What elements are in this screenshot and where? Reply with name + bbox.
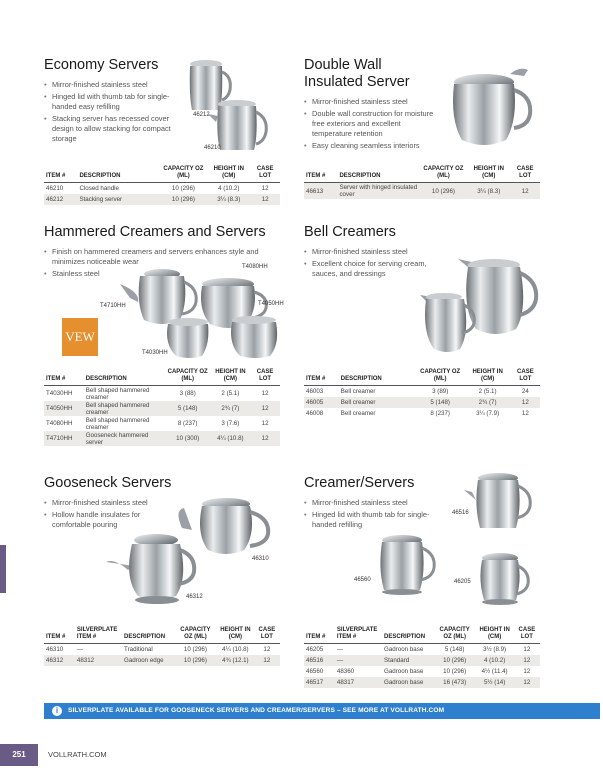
table-row — [304, 677, 540, 688]
table-row — [304, 655, 540, 666]
product-label: T4030HH — [142, 350, 168, 356]
table-cell: 3¼ (8.3) — [207, 194, 250, 205]
feature-item: • Hinged lid with thumb tab for single-handed refilling — [304, 510, 434, 530]
table-row — [44, 644, 280, 656]
column-header: HEIGHT IN (CM) — [465, 367, 511, 386]
column-header: HEIGHT IN (CM) — [217, 625, 254, 644]
table-cell: 5 (148) — [165, 401, 211, 416]
title-line: Insulated Server — [304, 74, 410, 90]
column-header: CASE LOT — [250, 367, 280, 386]
table-cell: 48360 — [336, 668, 355, 675]
feature-item: • Stacking server has recessed cover design to allow stacking for compact storage — [44, 114, 184, 144]
product-label: T4050HH — [258, 301, 284, 307]
economy-servers-image — [182, 56, 277, 156]
creamer-servers-image — [364, 470, 544, 612]
bell-creamers-image — [418, 255, 543, 360]
product-label: T4080HH — [242, 264, 268, 270]
table-cell: 12 — [514, 655, 540, 666]
table-row — [44, 431, 280, 446]
table-cell: Gadroon edge — [122, 655, 174, 666]
double-wall-server-image — [440, 60, 540, 155]
column-header: CAPACITY OZ (ML) — [165, 367, 211, 386]
section-title: Economy Servers — [44, 57, 159, 73]
feature-list — [304, 247, 428, 279]
table-cell: Closed handle — [79, 185, 119, 192]
table-cell: 3 (7.6) — [221, 420, 240, 427]
table-cell: Bell shaped hammered creamer — [85, 386, 150, 401]
table-row — [304, 644, 540, 656]
table-cell: 5 (148) — [444, 646, 465, 653]
table-cell: 10 (296) — [183, 646, 207, 653]
table-cell: 5½ (14) — [475, 677, 513, 688]
table-cell: 46210 — [46, 185, 64, 192]
table-cell: Bell creamer — [340, 388, 376, 395]
feature-item: • Hinged lid with thumb tab for single-handed easy refilling — [44, 92, 184, 112]
column-header: SILVERPLATE ITEM # — [335, 625, 382, 644]
table-cell: 46312 — [44, 655, 75, 666]
title-line: Double Wall — [304, 57, 382, 73]
table-row — [44, 386, 280, 402]
table-cell: 46003 — [306, 388, 324, 395]
table-cell: 10 (300) — [165, 431, 211, 446]
table-cell: 46205 — [306, 646, 324, 653]
table-cell: 12 — [250, 194, 280, 205]
column-header: DESCRIPTION — [122, 625, 174, 644]
economy-section — [44, 57, 184, 146]
banner-text: SILVERPLATE AVAILABLE FOR GOOSENECK SERVERS AND CREAMER/SERVERS – SEE MORE AT VOLLRATH.COM — [68, 707, 445, 714]
column-header: CAPACITY OZ (ML) — [160, 164, 207, 183]
product-label: 46210 — [204, 145, 221, 151]
table-row — [44, 183, 280, 195]
table-cell: 3 (88) — [179, 390, 196, 397]
column-header: HEIGHT IN (CM) — [475, 625, 513, 644]
column-header: DESCRIPTION — [77, 164, 159, 183]
table-cell: 10 (296) — [174, 655, 217, 666]
table-cell: 2¾ (7) — [211, 401, 251, 416]
table-cell: 2 (5.1) — [221, 390, 240, 397]
table-cell: — — [336, 646, 344, 653]
table-row — [44, 401, 280, 416]
feature-item: • Stainless steel — [44, 269, 282, 279]
double-wall-section — [304, 57, 442, 153]
table-cell: 12 — [521, 410, 529, 417]
table-row — [304, 666, 540, 677]
product-label: T4710HH — [100, 303, 126, 309]
table-cell: 12 — [261, 390, 269, 397]
table-cell: 24 — [521, 388, 529, 395]
feature-item: • Hollow handle insulates for comfortable pouring — [44, 510, 172, 530]
table-cell: Gooseneck hammered server — [84, 431, 165, 446]
table-cell: 46005 — [304, 397, 339, 408]
column-header: CAPACITY OZ (ML) — [416, 367, 465, 386]
table-cell: 3½ (8.9) — [483, 646, 507, 653]
column-header: DESCRIPTION — [382, 625, 434, 644]
feature-item: • Finish on hammered creamers and servers enhances style and minimizes noticeable wear — [44, 247, 282, 267]
table-cell: 46212 — [44, 194, 77, 205]
column-header: ITEM # — [304, 164, 337, 183]
page-number: 251 — [0, 744, 38, 766]
website-link[interactable]: VOLLRATH.COM — [48, 750, 107, 759]
feature-item: • Mirror-finished stainless steel — [304, 247, 428, 257]
feature-list — [44, 80, 184, 144]
section-title: Hammered Creamers and Servers — [44, 224, 266, 240]
table-cell: 12 — [514, 677, 540, 688]
spec-table — [304, 164, 540, 199]
table-cell: Gadroon base — [382, 677, 434, 688]
bell-section — [304, 224, 428, 281]
table-cell: 10 (296) — [420, 183, 467, 200]
table-cell: Standard — [382, 655, 434, 666]
table-cell: Bell shaped hammered creamer — [84, 401, 165, 416]
table-cell: 48312 — [75, 655, 122, 666]
table-cell: 46516 — [304, 655, 335, 666]
feature-item: • Mirror-finished stainless steel — [304, 498, 434, 508]
table-cell: 48317 — [335, 677, 382, 688]
column-header: CASE LOT — [254, 625, 280, 644]
table-row — [304, 183, 540, 200]
table-cell: 4¼ (10.8) — [222, 646, 249, 653]
table-row — [304, 397, 540, 408]
table-row — [304, 408, 540, 419]
table-cell: 46613 — [304, 183, 337, 200]
product-label: 46212 — [193, 112, 210, 118]
table-cell: 12 — [511, 397, 540, 408]
table-cell: 4½ (11.4) — [481, 668, 508, 675]
silverplate-banner[interactable] — [44, 703, 600, 719]
table-cell: Bell shaped hammered creamer — [85, 416, 150, 431]
table-cell: Gadroon base — [384, 668, 424, 675]
table-cell: 12 — [523, 668, 531, 675]
table-row — [44, 416, 280, 431]
table-cell: T4710HH — [44, 431, 84, 446]
feature-item: • Mirror-finished stainless steel — [304, 97, 442, 107]
product-label: 46560 — [354, 577, 371, 583]
table-cell: Bell creamer — [339, 397, 416, 408]
table-cell: 10 (296) — [434, 655, 476, 666]
table-cell: 12 — [523, 646, 531, 653]
table-cell: 46310 — [46, 646, 64, 653]
table-cell: T4030HH — [46, 390, 73, 397]
table-cell: 12 — [510, 183, 540, 200]
table-cell: 12 — [263, 646, 271, 653]
feature-item: • Easy cleaning seamless interiors — [304, 141, 442, 151]
table-cell: T4080HH — [46, 420, 73, 427]
spec-table — [304, 625, 540, 688]
feature-item: • Excellent choice for serving cream, sauces, and dressings — [304, 259, 428, 279]
table-cell: Bell creamer — [340, 410, 376, 417]
table-cell: 4 (10.2) — [218, 185, 240, 192]
column-header: ITEM # — [44, 625, 75, 644]
table-cell: 10 (296) — [171, 185, 195, 192]
product-label: 46312 — [186, 594, 203, 600]
column-header: CAPACITY OZ (ML) — [420, 164, 467, 183]
column-header: ITEM # — [44, 164, 77, 183]
feature-item: • Double wall construction for moisture free exteriors and excellent temperature retention — [304, 109, 442, 139]
section-title: Creamer/Servers — [304, 475, 415, 491]
column-header: ITEM # — [44, 367, 84, 386]
table-cell: Server with hinged insulated cover — [337, 183, 419, 200]
table-row — [44, 194, 280, 205]
table-cell: 8 (237) — [177, 420, 198, 427]
feature-item: • Mirror-finished stainless steel — [44, 498, 172, 508]
table-cell: 10 (296) — [443, 668, 467, 675]
table-cell: 3¼ (8.3) — [467, 183, 510, 200]
column-header: SILVERPLATE ITEM # — [75, 625, 122, 644]
feature-item: • Mirror-finished stainless steel — [44, 80, 184, 90]
table-cell: Gadroon base — [384, 646, 424, 653]
table-row — [304, 386, 540, 398]
column-header: HEIGHT IN (CM) — [207, 164, 250, 183]
table-row — [44, 655, 280, 666]
section-side-tab — [0, 545, 6, 593]
table-cell: 2 (5.1) — [478, 388, 497, 395]
info-icon: i — [52, 706, 62, 716]
table-cell: Stacking server — [77, 194, 159, 205]
table-cell: 46008 — [306, 410, 324, 417]
table-cell: 12 — [254, 655, 280, 666]
column-header: ITEM # — [304, 625, 335, 644]
column-header: DESCRIPTION — [84, 367, 165, 386]
table-cell: 2¾ (7) — [465, 397, 511, 408]
section-title — [304, 57, 442, 91]
column-header: DESCRIPTION — [337, 164, 419, 183]
product-label: 46310 — [252, 556, 269, 562]
column-header: HEIGHT IN (CM) — [211, 367, 251, 386]
vew-logo: VEW — [62, 318, 98, 356]
table-cell: 5 (148) — [416, 397, 465, 408]
column-header: CASE LOT — [511, 367, 540, 386]
table-cell: T4050HH — [44, 401, 84, 416]
column-header: CASE LOT — [250, 164, 280, 183]
column-header: CASE LOT — [514, 625, 540, 644]
hammered-creamers-image — [110, 262, 290, 362]
product-label: 46205 — [454, 579, 471, 585]
table-cell: 16 (473) — [434, 677, 476, 688]
column-header: CASE LOT — [510, 164, 540, 183]
table-cell: 12 — [261, 420, 269, 427]
spec-table — [44, 367, 280, 446]
table-cell: 12 — [250, 401, 280, 416]
product-label: 46516 — [452, 510, 469, 516]
table-cell: 12 — [261, 185, 269, 192]
gooseneck-servers-image — [104, 490, 284, 610]
table-cell: — — [76, 646, 84, 653]
spec-table — [304, 367, 540, 419]
feature-list — [304, 97, 442, 151]
section-title: Gooseneck Servers — [44, 475, 172, 491]
section-title: Bell Creamers — [304, 224, 396, 240]
column-header: CAPACITY OZ (ML) — [434, 625, 476, 644]
table-cell: 4¼ (10.8) — [211, 431, 251, 446]
table-cell: 46517 — [304, 677, 335, 688]
spec-table — [44, 625, 280, 666]
spec-table — [44, 164, 280, 205]
table-cell: 3¼ (7.9) — [476, 410, 500, 417]
table-cell: 4 (10.2) — [475, 655, 513, 666]
table-cell: 3 (89) — [432, 388, 449, 395]
table-cell: 10 (296) — [160, 194, 207, 205]
table-cell: 46560 — [306, 668, 324, 675]
table-cell: 4¾ (12.1) — [217, 655, 254, 666]
column-header: ITEM # — [304, 367, 339, 386]
table-cell: 8 (237) — [430, 410, 450, 417]
table-cell: Traditional — [124, 646, 153, 653]
column-header: HEIGHT IN (CM) — [467, 164, 510, 183]
column-header: CAPACITY OZ (ML) — [174, 625, 217, 644]
table-cell: — — [335, 655, 382, 666]
table-cell: 12 — [250, 431, 280, 446]
column-header: DESCRIPTION — [339, 367, 416, 386]
